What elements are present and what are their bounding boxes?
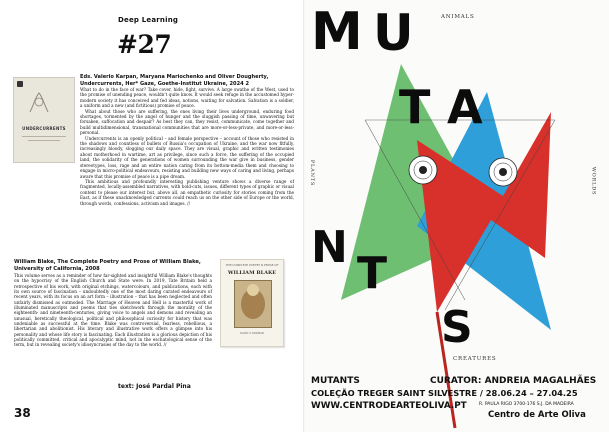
- letter-n: N: [311, 222, 348, 273]
- blake-book-cover: [220, 259, 284, 347]
- review-paragraph: What to do in the face of war? Take cover, hide, fight, survive. A large swathe of the West, used to the promise of unending peace, wouldn't quite know. It would seek refuge in the accustomed hyper-modern society it has conceived and fed ideas, notions, waiting for salvation. Salvation is a soldier, a uniform and a new (and fictitious) promise of peace.: [80, 87, 294, 109]
- publisher-logo-icon: [17, 81, 23, 87]
- review-heading-blake: William Blake, The Complete Poetry and Prose of William Blake, University of California, 2008: [14, 259, 201, 272]
- label-creatures: CREATURES: [453, 356, 497, 362]
- letter-u: U: [373, 4, 414, 62]
- exhibition-title: MUTANTS: [311, 376, 360, 386]
- venue-name: Centro de Arte Oliva: [488, 410, 586, 420]
- curator-line: CURATOR: ANDREIA MAGALHÃES: [430, 376, 597, 386]
- label-animals: ANIMALS: [441, 14, 475, 20]
- review-paragraph: Undercurrents is an openly political – and female perspective – account of those who resisted in the shadows and countless of bullets of Russia's occupation of Ukraine, and the war now fitfully, increasingly bloody, slogging our daily space. They are visual, graphic and written testimonies about motherhood in wartime, art as privilege, since such a force, the suffering of the occupied land, the solidarity of the generations of women surrounding the war give in business, gender stereotypes, loss, rage and an entire nation caring from its bottom-media them and choosing to engage in micro-political endeavours, resisting and building new ways of caring and living, perhaps aware that this promise of peace is a pipe dream.: [80, 135, 294, 179]
- page-number: 38: [14, 406, 31, 420]
- poster-artwork: [305, 0, 609, 432]
- review-body-blake: This volume serves as a reminder of how far-sighted and insightful William Blake's thoughts on the hypocrisy of the English Church and State were. In 2019, Tate Britain held a retrospective of his work, with original etchings, watercolours, and publications, each with its own source of fascination – undoubtedly one of the most daring curated endeavours of recent years, with its focus on an art form – illustration – that has been neglected and often unfairly dismissed as outmoded. The Marriage of Heaven and Hell is a masterful work of illuminated manuscripts and poems that ties sketchwork through the morality of the eighteenth- and nineteenth-centuries, giving voice to angels and demons and revealing an unusual, heretically theological, political and philosophical curiosity for history that was undeniable as successful at the time. Blake was controversial, fearless, rebellious, a libertarian and abolitionist. His literary and illustrative work offers a glimpse into his personality and whose life story is fascinating. Each illustration is a glorious depiction of his politically committed, critical and apocalyptic mind, not in the eschatological sense of the term, but in revealing society's idiosyncrasies of the day to the world. //: [14, 273, 212, 348]
- website-url: WWW.CENTRODEARTEOLIVA.PT: [311, 401, 467, 411]
- section-title: Deep Learning: [118, 16, 179, 24]
- label-plants: PLANTS: [309, 159, 316, 187]
- letter-s: S: [441, 302, 473, 353]
- left-eye-icon: [409, 156, 437, 184]
- undercurrents-book-cover: [13, 77, 75, 163]
- issue-number: #27: [117, 30, 172, 59]
- collection-dates: COLEÇÃO TREGER SAINT SILVESTRE / 28.06.24 – 27.04.25: [311, 388, 578, 398]
- book-cover-title: WILLIAM BLAKE: [227, 270, 277, 276]
- review-heading-undercurrents: Eds. Valerio Karpan, Maryana Mariochenko and Oliver Dougherty, Undercurrents, Her* Gaze, Goethe-Institut Ukraine, 2024 2: [80, 74, 269, 87]
- mutants-poster: [305, 0, 609, 432]
- letter-t-second: T: [357, 248, 388, 299]
- book-cover-editor: DAVID V. ERDMAN: [240, 332, 264, 335]
- label-worlds: WORLDS: [590, 166, 597, 196]
- book-cover-blurb: THE COMPLETE POETRY & PROSE OF: [225, 264, 279, 267]
- review-body-undercurrents: [80, 87, 294, 206]
- right-eye-icon: [489, 158, 517, 186]
- cover-illustration-icon: [26, 90, 52, 116]
- author-credit: text: José Pardal Pina: [118, 383, 191, 390]
- letter-m: M: [311, 2, 363, 62]
- review-paragraph: What about those who are suffering, the ones living their lives underground, enduring food shortages, tormented by the angel of hunger and the sluggish passing of time, unwavering but forsaken, suffocation and despair? As best they can, they resist, communicate, come together and build multidimensional, transnational communities that are more-or-less-private, and more-or-less-personal.: [80, 108, 294, 136]
- book-cover-title: UNDERCURRENTS: [22, 126, 66, 131]
- right-page-poster: [305, 0, 609, 432]
- venue-address: R. PAULA RIGO 3700-176 S.J. DA MADEIRA: [479, 402, 574, 407]
- left-page: [0, 0, 304, 432]
- review-paragraph: This ambitious and profoundly interesting publishing venture shows a diverse range of fragmented, locally-assembled narratives, with bold-cuts, issues, different types of graphic or visual content to please our interest but, above all, an empathetic curiosity for stories coming from the East, as if these unacknowledged currents could reach us on the other side of Europe or the world, through words, confessions, activism and images. //: [80, 178, 294, 206]
- letter-a: A: [447, 80, 483, 134]
- letter-t: T: [399, 80, 431, 134]
- cover-artwork-icon: [234, 280, 272, 328]
